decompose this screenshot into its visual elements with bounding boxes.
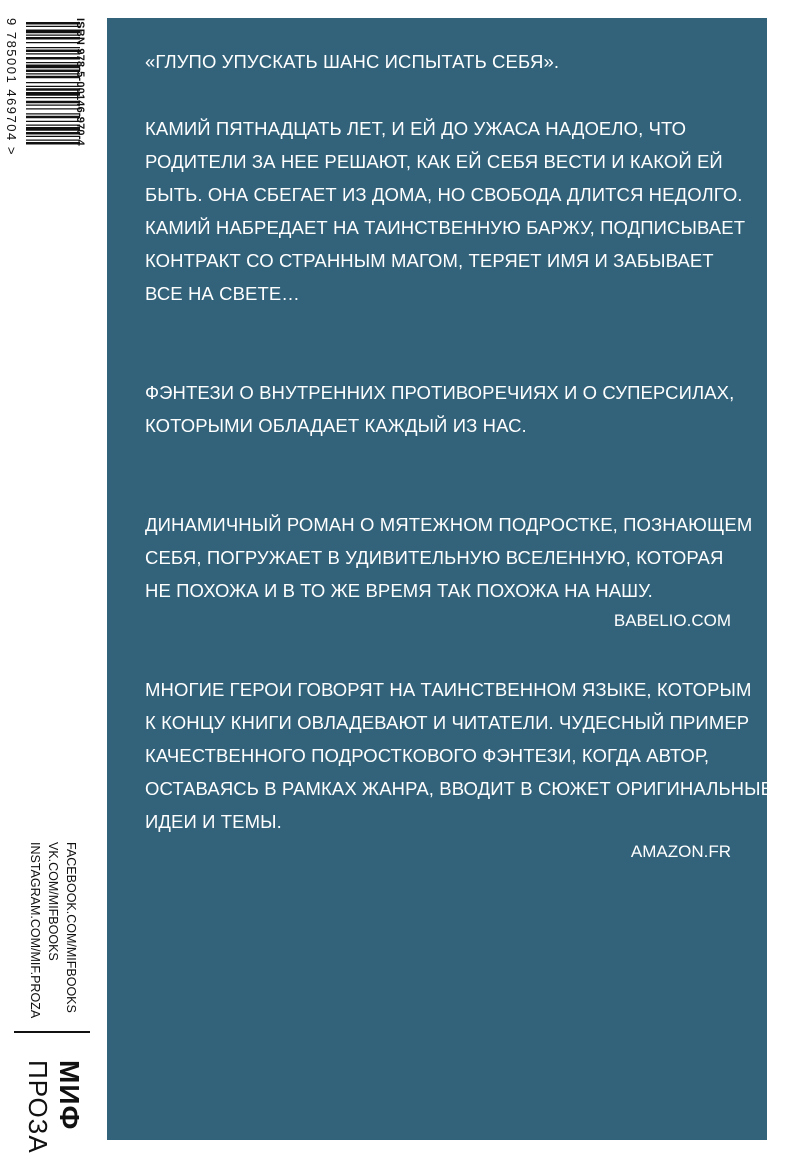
barcode-bar — [26, 92, 80, 96]
genre-line: КОТОРЫМИ ОБЛАДАЕТ КАЖДЫЙ ИЗ НАС. — [145, 415, 527, 436]
barcode-bar — [26, 70, 80, 73]
review-line: ОСТАВАЯСЬ В РАМКАХ ЖАНРА, ВВОДИТ В СЮЖЕТ ОРИГИНАЛЬНЫЕ — [145, 778, 774, 799]
synopsis-line: РОДИТЕЛИ ЗА НЕЕ РЕШАЮТ, КАК ЕЙ СЕБЯ ВЕСТИ И КАКОЙ ЕЙ — [145, 151, 723, 172]
tagline-text: «ГЛУПО УПУСКАТЬ ШАНС ИСПЫТАТЬ СЕБЯ». — [145, 51, 560, 72]
barcode-bar — [26, 73, 80, 74]
social-link-vk[interactable]: VK.COM/MIFBOOKS — [46, 842, 60, 961]
review-quote — [145, 508, 753, 607]
barcode-bar — [26, 113, 80, 114]
barcode-bar — [26, 121, 80, 122]
barcode-bar — [26, 22, 80, 25]
barcode-bar — [26, 86, 80, 87]
barcode-bar — [26, 53, 80, 54]
review-line: ИДЕИ И ТЕМЫ. — [145, 811, 282, 832]
barcode-bar — [26, 76, 80, 79]
genre-line: ФЭНТЕЗИ О ВНУТРЕННИХ ПРОТИВОРЕЧИЯХ И О СУПЕРСИЛАХ, — [145, 382, 735, 403]
barcode-bar — [26, 132, 80, 135]
review-line: СЕБЯ, ПОГРУЖАЕТ В УДИВИТЕЛЬНУЮ ВСЕЛЕННУЮ, КОТОРАЯ — [145, 547, 724, 568]
review-source: AMAZON.FR — [630, 842, 731, 861]
synopsis-line: БЫТЬ. ОНА СБЕГАЕТ ИЗ ДОМА, НО СВОБОДА ДЛИТСЯ НЕДОЛГО. — [145, 184, 743, 205]
barcode-bar — [26, 116, 80, 119]
barcode-bar — [26, 30, 80, 34]
review-line: К КОНЦУ КНИГИ ОВЛАДЕВАЮТ И ЧИТАТЕЛИ. ЧУДЕСНЫЙ ПРИМЕР — [145, 712, 750, 733]
synopsis — [145, 112, 745, 310]
barcode-bar — [26, 142, 80, 145]
barcode-bar — [26, 50, 80, 53]
genre-description — [145, 376, 745, 442]
publisher-imprint: ПРОЗА — [23, 1060, 53, 1154]
barcode-bar — [26, 97, 80, 98]
social-link-facebook[interactable]: FACEBOOK.COM/MIFBOOKS — [64, 842, 78, 1013]
synopsis-line: КАМИЙ НАБРЕДАЕТ НА ТАИНСТВЕННУЮ БАРЖУ, ПОДПИСЫВАЕТ — [145, 217, 746, 238]
publisher-logo — [23, 1060, 85, 1154]
barcode-bar — [26, 127, 80, 131]
publisher-name: МИФ — [54, 1060, 85, 1131]
tagline — [145, 45, 745, 78]
review-quote — [145, 673, 774, 838]
isbn-number: ISBN 978-5-00146-970-4 — [74, 18, 86, 146]
synopsis-line: КОНТРАКТ СО СТРАННЫМ МАГОМ, ТЕРЯЕТ ИМЯ И ЗАБЫВАЕТ — [145, 250, 714, 271]
divider — [14, 1031, 90, 1033]
barcode-bar — [26, 42, 80, 43]
barcode-bar — [26, 101, 80, 104]
barcode-bar — [26, 37, 80, 40]
barcode-bar — [26, 136, 80, 137]
barcode-bar — [26, 62, 80, 63]
barcode-bar — [26, 65, 80, 69]
barcode-bar — [26, 105, 80, 106]
barcode-bar — [26, 26, 80, 27]
review-line: КАЧЕСТВЕННОГО ПОДРОСТКОВОГО ФЭНТЕЗИ, КОГДА АВТОР, — [145, 745, 710, 766]
barcode-bar — [26, 108, 80, 109]
barcode-bar — [26, 140, 80, 141]
barcode-bar — [26, 82, 80, 83]
barcode-bar — [26, 47, 80, 48]
barcode-bar — [26, 125, 80, 126]
social-link-instagram[interactable]: INSTAGRAM.COM/MIF.PROZA — [28, 842, 42, 1019]
synopsis-line: ВСЕ НА СВЕТЕ… — [145, 283, 300, 304]
barcode-bar — [26, 57, 80, 60]
barcode-bar — [26, 35, 80, 36]
review-source: BABELIO.COM — [613, 611, 731, 630]
review-line: НЕ ПОХОЖА И В ТО ЖЕ ВРЕМЯ ТАК ПОХОЖА НА НАШУ. — [145, 580, 653, 601]
barcode-bar — [26, 88, 80, 91]
synopsis-line: КАМИЙ ПЯТНАДЦАТЬ ЛЕТ, И ЕЙ ДО УЖАСА НАДОЕЛО, ЧТО — [145, 118, 687, 139]
review-line: ДИНАМИЧНЫЙ РОМАН О МЯТЕЖНОМ ПОДРОСТКЕ, ПОЗНАЮЩЕМ — [145, 514, 753, 535]
barcode-digits: 9 785001 469704 > — [4, 18, 19, 156]
social-links — [26, 842, 80, 1022]
review-line: МНОГИЕ ГЕРОИ ГОВОРЯТ НА ТАИНСТВЕННОМ ЯЗЫКЕ, КОТОРЫМ — [145, 679, 752, 700]
